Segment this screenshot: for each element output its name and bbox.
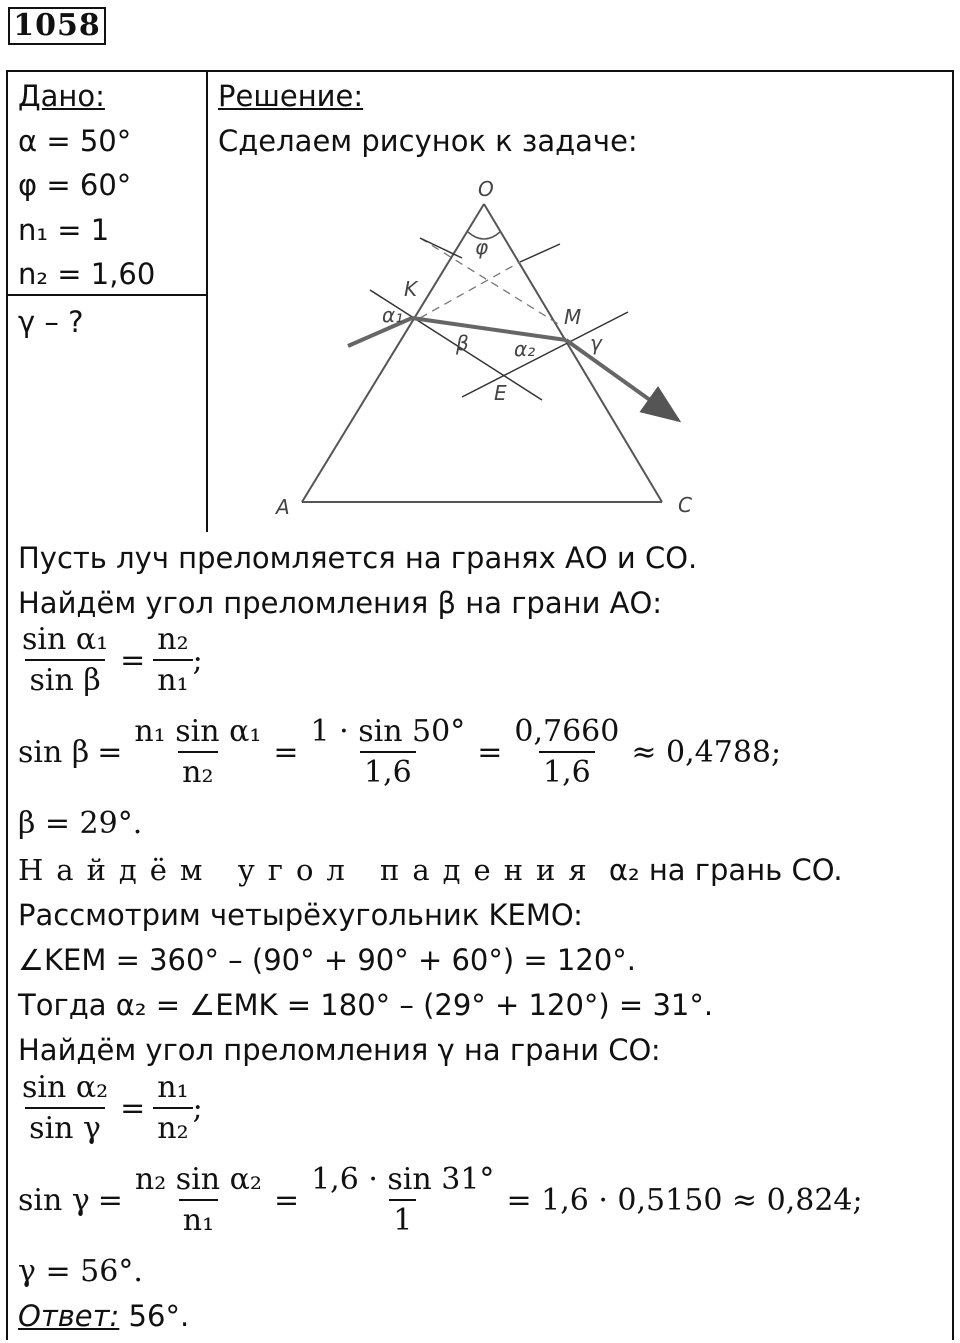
eq1-rnum: n₂ <box>157 622 189 657</box>
given-divider-vertical <box>206 72 208 532</box>
eq2-f2den: 1,6 <box>360 751 416 790</box>
normal-lines-dashed <box>420 238 560 325</box>
text-quadrilateral: Рассмотрим четырёхугольник KEMO: <box>18 898 583 932</box>
refracted-ray <box>412 318 566 340</box>
eq2-f3den: 1,6 <box>539 751 595 790</box>
label-K: K <box>404 277 418 301</box>
problem-number: 1058 <box>8 7 106 45</box>
given-divider-horizontal <box>8 294 207 296</box>
solution-intro: Сделаем рисунок к задаче: <box>218 124 638 158</box>
solution-header: Решение: <box>218 79 364 113</box>
eq4-num: sin α₂ <box>22 1070 109 1105</box>
eq2-result: ≈ 0,4788; <box>631 734 782 770</box>
eq5-f1num: n₂ sin α₂ <box>134 1162 262 1197</box>
label-E: E <box>494 381 507 405</box>
eq2-f3num: 0,7660 <box>514 714 620 749</box>
equation-snell-1: $\frac{\text{sin α₁}}{\text{sin β}}$ = $\frac{\text{n₂}}{\text{n₁}}$ ; <box>18 622 203 698</box>
text-find-alpha2-spaced: Найдём угол падения <box>18 853 600 887</box>
label-O: O <box>478 177 494 201</box>
eq1-rden: n₁ <box>153 659 192 698</box>
eq1-tail: ; <box>192 642 203 678</box>
text-refraction-faces: Пусть луч преломляется на гранях АО и СО. <box>18 541 698 575</box>
text-find-beta: Найдём угол преломления β на грани АО: <box>18 586 663 620</box>
label-alpha2: α₂ <box>514 337 536 361</box>
text-find-alpha2-tail: α₂ на грань CO. <box>608 853 843 887</box>
prism-figure <box>260 170 700 530</box>
emergent-ray <box>566 340 678 420</box>
eq2-f2num: 1 · sin 50° <box>310 714 466 749</box>
text-angle-emk: Тогда α₂ = ∠EMK = 180° – (29° + 120°) = 31°. <box>18 988 714 1022</box>
label-phi: φ <box>475 235 489 259</box>
label-M: M <box>564 305 582 329</box>
given-alpha: α = 50° <box>18 124 132 158</box>
eq4-rden: n₂ <box>153 1107 192 1146</box>
eq4-rnum: n₁ <box>157 1070 189 1105</box>
equation-sin-gamma: sin γ = $\frac{\text{n₂ sin α₂}}{\text{n₁}}$ = $\frac{1,6 \cdot \sin 31^\circ}{1}$ = 1,6 · 0,5150 ≈ 0,824; <box>18 1162 863 1238</box>
answer-label: Ответ: <box>18 1299 120 1333</box>
label-beta: β <box>456 331 469 355</box>
label-A: A <box>276 495 290 519</box>
given-n2: n₂ = 1,60 <box>18 257 156 291</box>
eq4-den: sin γ <box>25 1107 105 1146</box>
eq5-lhs: sin γ <box>18 1182 90 1218</box>
text-find-alpha2 <box>18 852 843 888</box>
given-n1: n₁ = 1 <box>18 213 110 247</box>
eq1-num: sin α₁ <box>22 622 109 657</box>
equation-gamma-value: γ = 56°. <box>18 1254 143 1289</box>
eq5-f2num: 1,6 · sin 31° <box>311 1162 495 1197</box>
answer-line <box>18 1298 189 1334</box>
eq5-result: = 1,6 · 0,5150 ≈ 0,824; <box>506 1182 863 1218</box>
answer-value: 56°. <box>128 1299 190 1333</box>
text-find-gamma: Найдём угол преломления γ на грани CO: <box>18 1033 661 1067</box>
eq4-tail: ; <box>192 1090 203 1126</box>
find-gamma: γ – ? <box>18 305 84 339</box>
given-phi: φ = 60° <box>18 168 132 202</box>
equation-snell-2: $\frac{\text{sin α₂}}{\text{sin γ}}$ = $\frac{\text{n₁}}{\text{n₂}}$ ; <box>18 1070 203 1146</box>
label-gamma: γ <box>590 331 602 355</box>
text-angle-kem: ∠KEM = 360° – (90° + 90° + 60°) = 120°. <box>18 943 636 977</box>
given-header: Дано: <box>18 79 105 113</box>
eq1-den: sin β <box>25 659 104 698</box>
label-alpha1: α₁ <box>382 303 404 327</box>
equation-beta-value: β = 29°. <box>18 806 143 841</box>
equation-sin-beta: sin β = $\frac{\text{n₁ sin α₁}}{\text{n₂}}$ = $\frac{1 \cdot \sin 50^\circ}{1,6}$ = $\frac{0,7660}{1,6}$ ≈ 0,4788; <box>18 714 782 790</box>
eq5-f2den: 1 <box>389 1199 416 1238</box>
label-C: C <box>678 493 692 517</box>
eq5-f1den: n₁ <box>179 1199 218 1238</box>
eq2-f1num: n₁ sin α₁ <box>134 714 262 749</box>
eq2-lhs: sin β <box>18 734 90 770</box>
eq2-f1den: n₂ <box>178 751 217 790</box>
